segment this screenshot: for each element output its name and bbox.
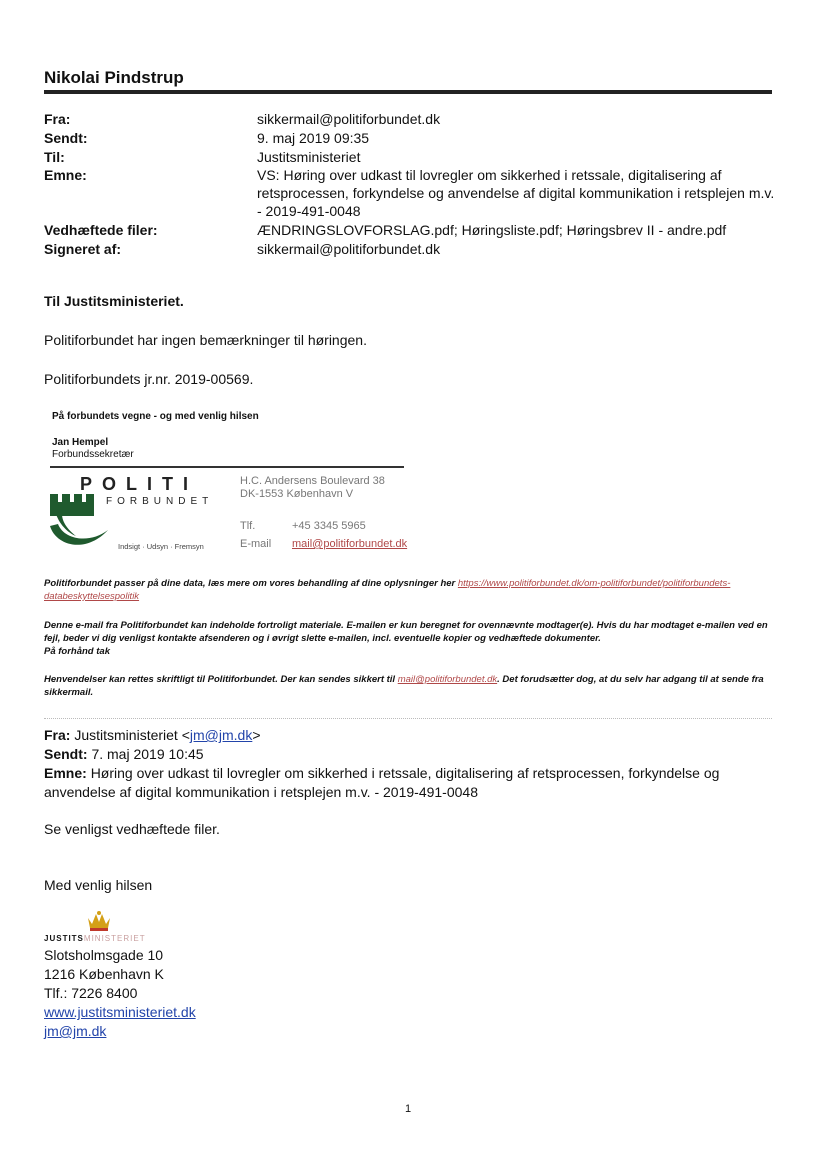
- jm-city: 1216 København K: [44, 966, 164, 982]
- to-value: Justitsministeriet: [257, 149, 361, 165]
- jm-logo-word2: MINISTERIET: [83, 934, 146, 943]
- disclaimer-contact: [44, 673, 774, 699]
- fwd-from: [44, 726, 774, 745]
- attachments-label: Vedhæftede filer:: [44, 222, 158, 238]
- sent-label: Sendt:: [44, 130, 88, 146]
- fwd-subject: [44, 764, 774, 802]
- jm-email-link[interactable]: jm@jm.dk: [44, 1023, 107, 1039]
- jm-web-link[interactable]: www.justitsministeriet.dk: [44, 1004, 196, 1020]
- fwd-line-1: Se venligst vedhæftede filer.: [44, 821, 220, 837]
- jm-street: Slotsholmsgade 10: [44, 947, 164, 963]
- fwd-subject-value: Høring over udkast til lovregler om sikkerhed i retssale, digitalisering af retsprocessen, forkyndelse og anvendelse af digital kommunikation i retsplejen m.v. - 2019-491-0048: [44, 765, 720, 800]
- fwd-closing: Med venlig hilsen: [44, 877, 153, 893]
- fwd-sent-label: Sendt:: [44, 746, 88, 762]
- disclaimer-data-policy: [44, 577, 774, 603]
- logo-word-forbundet: FORBUNDET: [106, 496, 214, 507]
- from-label: Fra:: [44, 111, 71, 127]
- page-number: 1: [405, 1103, 412, 1115]
- tel-value: +45 3345 5965: [292, 520, 366, 532]
- fwd-subject-label: Emne:: [44, 765, 87, 781]
- jm-logo: [44, 934, 146, 943]
- politiforbundet-logo: [46, 474, 236, 554]
- logo-tagline: Indsigt · Udsyn · Fremsyn: [118, 542, 204, 551]
- crown-icon: [86, 910, 112, 932]
- secure-mail-link[interactable]: mail@politiforbundet.dk: [397, 674, 498, 685]
- fwd-sent-value: 7. maj 2019 10:45: [91, 746, 204, 762]
- fwd-from-close: >: [252, 727, 261, 743]
- disclaimer-contact-text: Henvendelser kan rettes skriftligt til Politiforbundet. Der kan sendes sikkert til: [44, 674, 398, 685]
- jm-logo-word1: JUSTITS: [44, 934, 84, 943]
- data-policy-link[interactable]: https://www.politiforbundet.dk/om-politiforbundet/politiforbundets-databeskyttelsespolitik: [44, 578, 731, 602]
- fwd-sent: [44, 745, 774, 764]
- disclaimer-contact-text-end: . Det forudsætter dog, at du selv har adgang til at sende fra sikkermail.: [44, 674, 764, 698]
- address-line-2: DK-1553 København V: [240, 488, 354, 500]
- signed-value: sikkermail@politiforbundet.dk: [257, 241, 441, 257]
- subject-value: VS: Høring over udkast til lovregler om sikkerhed i retssale, digitalisering af retsprocessen, forkyndelse og anvendelse af digital kommunikation i retsplejen m.v. - 2019-491-0048: [257, 167, 775, 219]
- greeting: Til Justitsministeriet.: [44, 293, 184, 309]
- header-rule: [44, 90, 772, 94]
- signature-title: Forbundssekretær: [52, 449, 134, 460]
- signature-name: Jan Hempel: [52, 437, 109, 448]
- sent-value: 9. maj 2019 09:35: [257, 130, 370, 146]
- signature-closing: På forbundets vegne - og med venlig hilsen: [52, 411, 259, 422]
- email-label: E-mail: [240, 538, 272, 550]
- disclaimer-confidential: Denne e-mail fra Politiforbundet kan indeholde fortroligt materiale. E-mailen er kun beregnet for ovennævnte modtager(e). Hvis du har modtaget e-mailen ved en fejl, beder vi dig venligst kontakte afsenderen og i øvrigt slette e-mailen, incl. eventuelle kopier og vedhæftede dokumenter.: [44, 620, 768, 644]
- attachments-value[interactable]: ÆNDRINGSLOVFORSLAG.pdf; Høringsliste.pdf; Høringsbrev II - andre.pdf: [257, 222, 727, 238]
- fwd-from-name: Justitsministeriet <: [74, 727, 190, 743]
- fwd-from-email[interactable]: jm@jm.dk: [189, 727, 253, 743]
- disclaimer-thanks: På forhånd tak: [44, 646, 110, 657]
- to-label: Til:: [44, 149, 65, 165]
- signed-label: Signeret af:: [44, 241, 122, 257]
- fwd-from-label: Fra:: [44, 727, 71, 743]
- from-value: sikkermail@politiforbundet.dk: [257, 111, 441, 127]
- disclaimer-data-policy-text: Politiforbundet passer på dine data, læs mere om vores behandling af dine oplysninger her: [44, 578, 458, 589]
- logo-word-politi: POLITI: [80, 474, 198, 494]
- signature-rule: [50, 466, 404, 468]
- body-line-1: Politiforbundet har ingen bemærkninger til høringen.: [44, 332, 367, 348]
- subject-label: Emne:: [44, 167, 87, 183]
- tel-label: Tlf.: [240, 520, 256, 532]
- jm-tel: Tlf.: 7226 8400: [44, 985, 138, 1001]
- sender-name: Nikolai Pindstrup: [44, 68, 184, 87]
- body-line-2: Politiforbundets jr.nr. 2019-00569.: [44, 371, 254, 387]
- address-line-1: H.C. Andersens Boulevard 38: [240, 475, 385, 487]
- forward-separator: [44, 718, 772, 719]
- email-link[interactable]: mail@politiforbundet.dk: [292, 538, 408, 550]
